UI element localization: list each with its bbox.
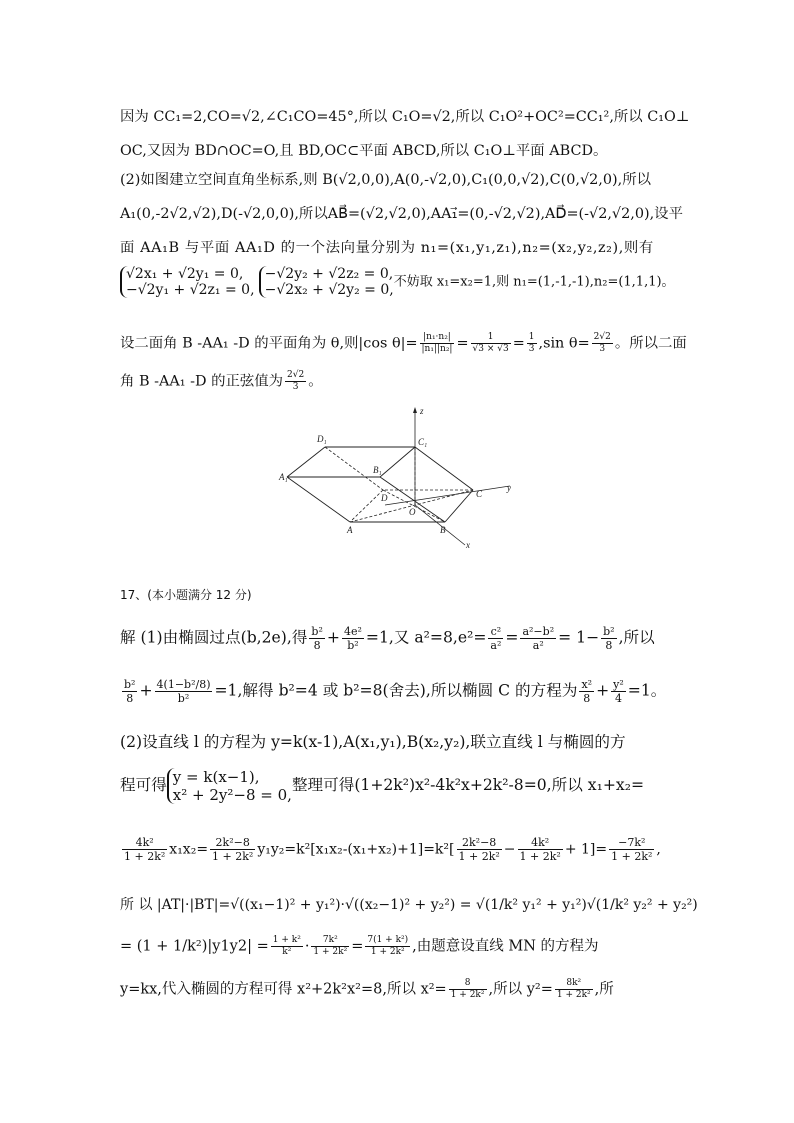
denominator: 1 + 2k² xyxy=(450,990,485,1000)
text: ,所以 xyxy=(618,628,655,647)
text-line: $\frac{\text{b²}}{8}$ + $\frac{\text{4(1−b²/8)}}{\text{b²}}$ =1,解得 b²=4 或 b²=8(舍去),所以椭圆 C 的方程为 $\frac{\text{x²}}{8}$ + $\frac{\text{y²}}{4}$ =1。 xyxy=(124,678,667,705)
text: ,由题意设直线 MN 的方程为 xyxy=(412,938,599,955)
text-line: = (1 + 1/k²)|y1y2| = $\frac{\text{1 + k²}}{\text{k²}}$ · $\frac{\text{7k²}}{\text{1 + 2k²}}$ = $\frac{\text{7(1 + k²)}}{\text{1 + 2k²}}$ ,由题意设直线 MN 的方程为 xyxy=(120,935,599,957)
denominator: 3 xyxy=(599,344,606,354)
denominator: 3 xyxy=(292,382,299,392)
text-line: (2)设直线 l 的方程为 y=k(x-1),A(x₁,y₁),B(x₂,y₂),联立直线 l 与椭圆的方 xyxy=(120,733,626,751)
fraction xyxy=(579,678,594,705)
numerator: 4k² xyxy=(518,836,563,850)
text-line: A₁(0,-2√2,√2),D(-√2,0,0),所以AB⃗=(√2,√2,0),AA₁⃗=(0,-√2,√2),AD⃗=(-√2,√2,0),设平 xyxy=(120,206,683,222)
fraction xyxy=(488,625,503,652)
text: 所 以 |AT|·|BT|= xyxy=(120,897,231,913)
numerator: 2k²−8 xyxy=(457,836,502,850)
numerator: 4(1−b²/8) xyxy=(156,678,211,691)
fraction xyxy=(342,625,364,652)
text: x₁x₂= xyxy=(169,841,209,858)
text-line xyxy=(120,978,614,1001)
axis-label-z: z xyxy=(420,406,424,416)
fraction xyxy=(210,836,255,863)
text: =1,解得 b²=4 或 b²=8(舍去),所以椭圆 C 的方程为 xyxy=(214,681,578,700)
vertex-label: C₁ xyxy=(418,437,428,447)
text: 设二面角 B -AA₁ -D 的平面角为 θ,则|cos θ|= xyxy=(120,335,418,352)
text: 程可得 xyxy=(120,776,167,794)
equation-system xyxy=(167,768,292,804)
denominator: 1 + 2k² xyxy=(556,990,591,1000)
edge-DA xyxy=(350,490,383,522)
fraction xyxy=(592,332,613,355)
edge-BC xyxy=(445,490,473,522)
fraction xyxy=(155,678,213,705)
denominator: 1 + 2k² xyxy=(124,850,166,863)
numerator: 2√2 xyxy=(593,332,611,342)
numerator: 1 xyxy=(471,332,511,344)
fraction xyxy=(601,625,616,652)
text-line xyxy=(120,768,644,804)
numerator: x² xyxy=(581,678,593,691)
equation: −√2x₂ + √2y₂ = 0, xyxy=(264,282,394,298)
numerator: 1 + k² xyxy=(272,935,301,945)
axis-label-y: y xyxy=(507,483,511,493)
text: − xyxy=(503,841,516,858)
vertex-label: B xyxy=(440,525,446,535)
fraction xyxy=(520,625,556,652)
fraction xyxy=(122,678,137,705)
fraction xyxy=(611,678,626,705)
denominator: 1 + 2k² xyxy=(370,947,405,957)
denominator: k² xyxy=(282,947,292,957)
denominator: 1 + 2k² xyxy=(313,947,348,957)
fraction xyxy=(518,836,563,863)
denominator: 1 + 2k² xyxy=(212,850,254,863)
vertex-label: B₁ xyxy=(373,465,382,475)
numerator: −7k² xyxy=(609,836,654,850)
prism-figure xyxy=(270,405,510,550)
numerator: 2k²−8 xyxy=(210,836,255,850)
numerator: y² xyxy=(613,678,624,691)
numerator: a²−b² xyxy=(522,625,555,638)
denominator: 8 xyxy=(313,639,321,652)
denominator: b² xyxy=(347,639,359,652)
fraction xyxy=(420,332,455,355)
numerator: b² xyxy=(124,678,136,691)
equation-system xyxy=(259,266,394,298)
fraction xyxy=(365,935,410,958)
vertex-label: C xyxy=(476,489,483,499)
denominator: |n₁||n₂| xyxy=(421,344,453,354)
text: =1,又 a²=8,e²= xyxy=(365,628,487,647)
fraction xyxy=(122,836,167,863)
text: 角 B -AA₁ -D 的正弦值为 xyxy=(120,373,284,390)
text: ,所以 y²= xyxy=(488,981,553,998)
denominator: 1 + 2k² xyxy=(611,850,653,863)
fraction xyxy=(527,332,537,355)
fraction xyxy=(311,935,349,958)
text: 不妨取 x₁=x₂=1,则 n₁=(1,-1,-1),n₂=(1,1,1)。 xyxy=(393,274,675,290)
text-line: $\frac{\text{4k²}}{\text{1 + 2k²}}$ x₁x₂= $\frac{\text{2k²−8}}{\text{1 + 2k²}}$ y₁y₂=k²[x₁x₂-(x₁+x₂)+1]=k²[ $\frac{\text{2k²−8}}{\text{1 + 2k²}}$ − $\frac{\text{4k²}}{\text{1 + 2k²}}$ + 1]= $\frac{\text{−7k²}}{\text{1 + 2k²}}$ , xyxy=(124,836,661,863)
numerator: c² xyxy=(488,625,503,639)
numerator: 7k² xyxy=(311,935,349,947)
text: 。 xyxy=(308,373,323,390)
equation: x² + 2y²−8 = 0, xyxy=(172,786,292,804)
equation: −√2y₁ + √2z₁ = 0, xyxy=(126,282,255,298)
numerator: 7(1 + k²) xyxy=(367,935,409,945)
equation: y = k(x−1), xyxy=(172,768,260,786)
text-line: (2)如图建立空间直角坐标系,则 B(√2,0,0),A(0,-√2,0),C₁(0,0,√2),C(0,√2,0),所以 xyxy=(120,172,651,188)
text: 解 (1)由椭圆过点(b,2e),得 xyxy=(120,628,308,647)
edge-B1C1 xyxy=(380,447,415,477)
text-line: OC,又因为 BD∩OC=O,且 BD,OC⊂平面 ABCD,所以 C₁O⊥平面 ABCD。 xyxy=(120,143,608,159)
denominator: a² xyxy=(490,639,502,652)
fraction xyxy=(309,625,324,652)
axis-label-x: x xyxy=(466,540,470,550)
fraction xyxy=(457,836,502,863)
vertex-label: O xyxy=(409,507,416,517)
denominator: 4 xyxy=(614,692,622,705)
question-header: 17、(本小题满分 12 分) xyxy=(120,588,252,602)
denominator: 3 xyxy=(528,344,535,354)
fraction xyxy=(609,836,654,863)
numerator: |n₁·n₂| xyxy=(420,332,455,344)
text-line: 设二面角 B -AA₁ -D 的平面角为 θ,则|cos θ|= $\frac{\text{|n₁·n₂|}}{\text{|n₁||n₂|}}$ = $\frac{1}{√3 \times √3}$ = $\frac{1}{3}$ ,sin θ= $\frac{2√2}{3}$ 。所以二面 xyxy=(120,332,687,354)
vertex-label: A₁ xyxy=(279,472,288,482)
equation-system xyxy=(120,266,255,298)
denominator: √3 × √3 xyxy=(472,344,509,354)
y-axis xyxy=(385,486,510,505)
numerator: 4e² xyxy=(343,625,362,638)
denominator: 1 + 2k² xyxy=(519,850,561,863)
denominator: 8 xyxy=(583,692,591,705)
equation: −√2y₂ + √2z₂ = 0, xyxy=(264,266,394,282)
text: y=kx,代入椭圆的方程可得 x²+2k²x²=8,所以 x²= xyxy=(120,981,447,998)
formula: = (1 + 1/k²)|y1y2| = xyxy=(120,938,269,955)
vertex-label: A xyxy=(347,525,353,535)
diag-BD xyxy=(383,490,445,522)
text: =1。 xyxy=(627,681,667,700)
edge-C1C xyxy=(415,447,473,490)
fraction xyxy=(271,935,303,958)
denominator: 8 xyxy=(605,639,613,652)
text: , xyxy=(656,841,661,858)
text: = 1− xyxy=(558,628,600,647)
text: 。所以二面 xyxy=(614,335,687,352)
text-line: 面 AA₁B 与平面 AA₁D 的一个法向量分别为 n₁=(x₁,y₁,z₁),n₂=(x₂,y₂,z₂),则有 xyxy=(120,240,654,256)
numerator: b² xyxy=(603,625,615,638)
numerator: b² xyxy=(311,625,323,638)
denominator: a² xyxy=(532,639,544,652)
text: ,sin θ= xyxy=(538,335,590,352)
formula: √((x₁−1)² + y₁²)·√((x₂−1)² + y₂²) = √(1/k² y₁² + y₁²)√(1/k² y₂² + y₂²) xyxy=(230,897,698,913)
denominator: 8 xyxy=(126,692,134,705)
numerator: 8 xyxy=(449,978,487,990)
edge-D1A1 xyxy=(287,447,325,477)
text-line xyxy=(120,370,323,393)
text-line xyxy=(120,895,698,915)
text: + 1 xyxy=(564,841,590,858)
equation-line xyxy=(120,266,675,298)
numerator: 2√2 xyxy=(287,370,305,380)
text-line: 因为 CC₁=2,CO=√2,∠C₁CO=45°,所以 C₁O=√2,所以 C₁O²+OC²=CC₁²,所以 C₁O⊥ xyxy=(120,109,690,125)
vertex-label: D xyxy=(381,493,388,503)
text: ,所 xyxy=(594,981,614,998)
denominator: 1 + 2k² xyxy=(458,850,500,863)
fraction xyxy=(285,370,306,393)
text-line: 解 (1)由椭圆过点(b,2e),得 $\frac{\text{b²}}{8}$ + $\frac{\text{4e²}}{\text{b²}}$ =1,又 a²=8,e²= $\frac{\text{c²}}{\text{a²}}$ = $\frac{\text{a²−b²}}{\text{a²}}$ = 1− $\frac{\text{b²}}{8}$ ,所以 xyxy=(120,625,655,652)
text: 整理可得(1+2k²)x²-4k²x+2k²-8=0,所以 x₁+x₂= xyxy=(291,776,645,794)
fraction xyxy=(449,978,487,1001)
denominator: b² xyxy=(177,692,190,705)
fraction xyxy=(471,332,511,355)
numerator: 1 xyxy=(528,332,535,342)
numerator: 8k² xyxy=(555,978,593,990)
arrow-icon xyxy=(413,407,417,413)
numerator: 4k² xyxy=(122,836,167,850)
fraction xyxy=(555,978,593,1001)
edge-A1A xyxy=(287,477,350,522)
equation: √2x₁ + √2y₁ = 0, xyxy=(126,266,244,282)
text: = xyxy=(595,841,608,858)
vertex-label: D₁ xyxy=(317,434,327,444)
text: y₁y₂=k²[x₁x₂-(x₁+x₂)+1]=k² xyxy=(257,841,450,858)
